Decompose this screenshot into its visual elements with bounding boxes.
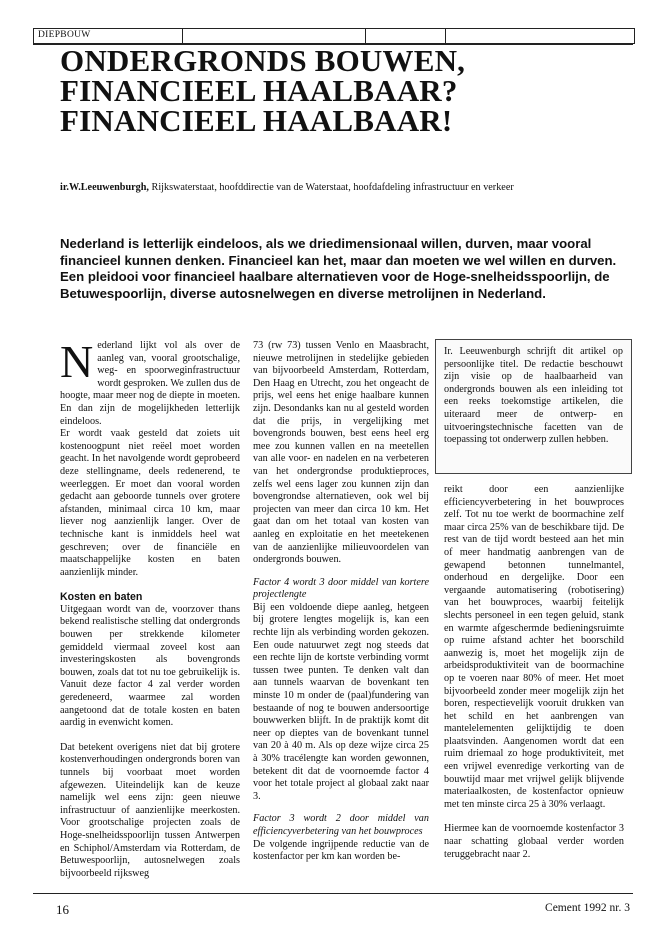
col1-p1-text: ederland lijkt vol als over de aanleg van, vooral grootschalige, weg- en spoorweginfrastructuur wordt gesproken. We zullen dus de hoogte, maar meer nog de diepte in moeten. En dan zijn de mogelijkheden letterlijk eindeloos. [60, 340, 240, 427]
author-affiliation: Rijkswaterstaat, hoofddirectie van de Waterstaat, hoofdafdeling infrastructuur en verkeer [148, 182, 514, 193]
subhead-factor-3: Factor 3 wordt 2 door middel van efficiencyverbetering van het bouwproces [253, 813, 429, 837]
col2-p1: 73 (rw 73) tussen Venlo en Maasbracht, nieuwe metrolijnen in stedelijke gebieden van bijvoorbeeld Amsterdam, Rotterdam, Den Haag en Utrecht, zou het ongeacht de prijs, wel eens het enige haalbare kunnen zijn. Desondanks kan nu al gesteld worden dat die prijs, in vergelijking met bovengronds bouwen, best eens heel erg mee zou kunnen vallen en na meetellen van alle voor- en nadelen en na verbeteren van het ondergrondse produktieproces, zelfs wel eens lager zou kunnen zijn dan bovengrondse alternatieven, ook wel bij projecten van meer dan circa 10 km. Het gaat dan om het totaal van kosten van aanleg en exploitatie en het meetekenen van de aanzienlijke milieuvoordelen van ondergronds bouwen. [253, 340, 429, 566]
col1-p2: Er wordt vaak gesteld dat zoiets uit kostenoogpunt niet reëel moet worden geacht. In het navolgende wordt geprobeerd deze stellingname, deels redenerend, te weerleggen. Er moet dan vooral worden gedacht aan geboorde tunnels over grotere afstanden, minimaal circa 10 km, maar liever nog aanzienlijk langer. Over de technische kant is inmiddels heel wat geschreven; over de financiële en maatschappelijke kosten en baten aanzienlijk minder. [60, 428, 240, 578]
col1-p1 [60, 336, 240, 428]
section-label: DIEPBOUW [38, 30, 91, 40]
subhead-kosten-en-baten: Kosten en baten [60, 591, 143, 604]
drop-cap: N [60, 336, 94, 387]
title-line-1: ONDERGRONDS BOUWEN, [60, 43, 466, 78]
journal-reference: Cement 1992 nr. 3 [545, 902, 630, 914]
section-header-box [33, 28, 635, 44]
title-line-3: FINANCIEEL HAALBAAR! [60, 103, 453, 138]
page-number: 16 [56, 902, 69, 917]
editorial-note: Ir. Leeuwenburgh schrijft dit artikel op persoonlijke titel. De redactie beschouwt zijn visie op de haalbaarheid van ondergronds bouwen als een inleiding tot een reeks toekomstige artikelen, die uiteraard meer de ontwerp- en uitvoeringstechnische facetten van de toepassing tot onderwerp zullen hebben. [444, 346, 623, 446]
column-1 [60, 336, 240, 880]
header-cell [34, 29, 183, 43]
title-line-2: FINANCIEEL HAALBAAR? [60, 73, 458, 108]
column-3 [444, 484, 624, 861]
editorial-note-box [435, 339, 632, 474]
footer-rule [33, 893, 633, 894]
header-cell [365, 29, 446, 43]
article-title [60, 43, 620, 138]
lead-p1: Nederland is letterlijk eindeloos, als we driedimensionaal willen, durven, maar vooral financieel kunnen denken. Financieel kan het, maar dan moeten we wel willen en durven. [60, 236, 617, 268]
col2-p3: De volgende ingrijpende reductie van de kostenfactor per km kan worden be- [253, 838, 429, 863]
col1-p3: Uitgegaan wordt van de, voorzover thans bekend realistische stelling dat ondergronds bouwen per strekkende kilometer gemiddeld viermaal zoveel kost aan investeringskosten als bovengronds bouwen, zoals dat tot nu toe gebruikelijk is. Vanuit deze factor 4 zal verder worden geredeneerd, waarmee zal worden aangetoond dat de totale kosten en baten aardig in evenwicht komen. [60, 603, 240, 729]
column-2 [253, 340, 429, 864]
lead-p2: Een pleidooi voor financieel haalbare alternatieven voor de Hoge-snelheidsspoorlijn, de Betuwespoorlijn, diverse autosnelwegen en diverse metrolijnen in Nederland. [60, 269, 610, 301]
byline [60, 182, 630, 193]
author-name: ir.W.Leeuwenburgh, [60, 182, 149, 193]
col2-p2: Bij een voldoende diepe aanleg, hetgeen bij grotere lengtes mogelijk is, kan een rechte lijn als verbinding worden gekozen. Een oude natuurwet zegt nog steeds dat een rechte lijn de kortste verbinding vormt tussen twee punten. Te denken valt dan aan tunnels waarvan de bovenkant ten minste 10 m onder de (paal)fundering van bestaande of nog te bouwen andersoortige bouwwerken blijft. In de praktijk komt dit neer op dieptes van de bovenkant tunnel van 20 à 40 m. Als op deze wijze circa 25 à 30% tracélengte kan worden gewonnen, betekent dit dat de voornoemde factor 4 voor het totale project al globaal zakt naar 3. [253, 601, 429, 802]
lead-paragraph [60, 236, 620, 302]
col1-p4: Dat betekent overigens niet dat bij grotere kostenverhoudingen ondergronds boren van tunnels bij voorbaat moet worden afgewezen. Uiteindelijk kan de keuze namelijk wel eens zijn: geen nieuwe infrastructuur of aanzienlijke meerkosten. Voor grootschalige projecten zoals de Hoge-snelheidsspoorlijn tussen Antwerpen en Schiphol/Amsterdam via Rotterdam, de Betuwespoorlijn, autosnelwegen zoals bijvoorbeeld rijksweg [60, 741, 240, 879]
subhead-factor-4: Factor 4 wordt 3 door middel van kortere projectlengte [253, 576, 429, 601]
col3-p1: reikt door een aanzienlijke efficiencyverbetering in het bouwproces zelf. Tot nu toe werkt de boormachine zelf maar circa 25% van de beschikbare tijd. De rest van de tijd wordt besteed aan het min of meer handmatig aanbrengen van de gewapend betonnen tunnelmantel, onderhoud en dergelijke. Door een vergaande automatisering (robotisering) van het bouwproces, waarbij feitelijk slechts personeel in een tegen geluid, stank en warmte afgeschermde bedieningsruimte op ruime afstand achter het boorschild aanwezig is, moet het mogelijk zijn de arbeidsproduktiviteit van de boormachine op te voeren naar 80% of meer. Het moet bijvoorbeeld zonder meer mogelijk zijn het boren, respectievelijk vooruit drukken van het schild en het aanbrengen van mantelelementen gelijktijdig te doen plaatsvinden. Aangenomen wordt dat een ruim driemaal zo hoge produktiviteit, met een vrijwel evenredige verkorting van de bouwtijd maar met vrijwel gelijk blijvende materiaalkosten, de kostenfactor opnieuw met ten minste circa 25 à 30% verlaagt. [444, 484, 624, 810]
header-cell [182, 29, 366, 43]
col3-p2: Hiermee kan de voornoemde kostenfactor 3 naar schatting globaal verder worden teruggebracht naar 2. [444, 823, 624, 860]
